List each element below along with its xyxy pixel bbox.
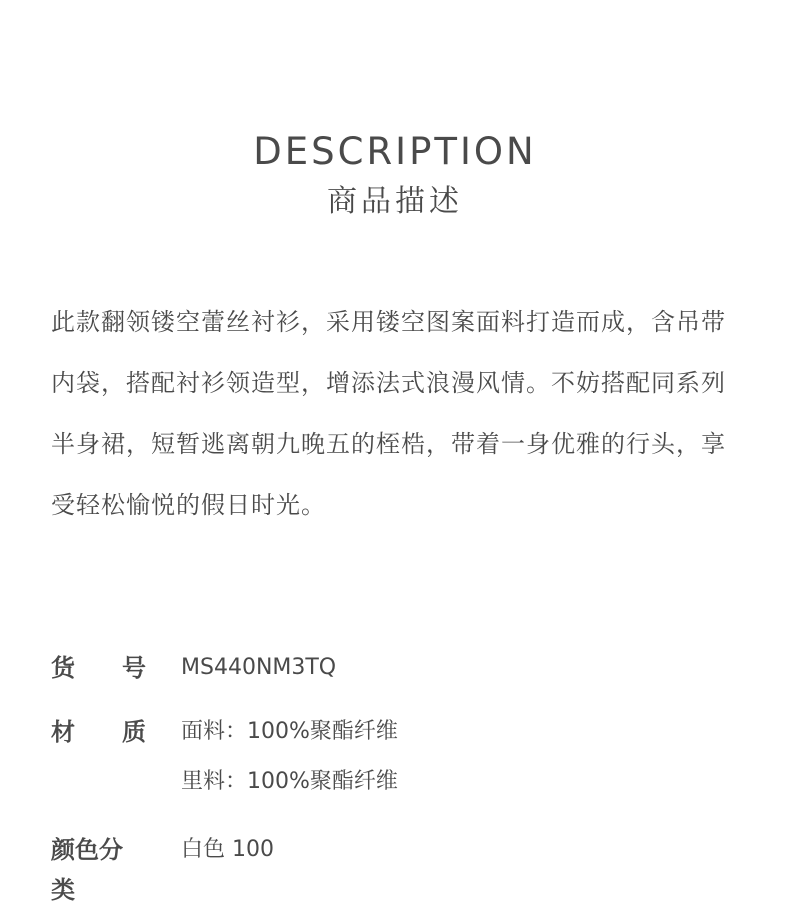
spec-value-item-no: MS440NM3TQ (181, 655, 337, 680)
spec-label-char: 材 (51, 718, 75, 746)
spec-label-material (51, 712, 146, 752)
spec-label-char: 货 (51, 654, 75, 682)
spec-row-color (51, 830, 751, 904)
spec-label-char: 号 (122, 654, 146, 682)
spec-label-item-no (51, 648, 146, 688)
spec-value-color: 白色 100 (181, 837, 274, 862)
spec-row-material (51, 712, 751, 752)
spec-row-lining (51, 762, 751, 802)
section-title-english: DESCRIPTION (253, 130, 537, 173)
spec-value-lining-fabric: 里料：100%聚酯纤维 (181, 769, 398, 794)
section-title-chinese: 商品描述 (327, 184, 463, 219)
product-description-text: 此款翻领镂空蕾丝衬衫，采用镂空图案面料打造而成，含吊带内袋，搭配衬衫领造型，增添法式浪漫风情。不妨搭配同系列半身裙，短暂逃离朝九晚五的桎梏，带着一身优雅的行头，享受轻松愉悦的假日时光。 (51, 308, 726, 519)
spec-label-char: 质 (122, 718, 146, 746)
spec-label-color: 颜色分类 (51, 836, 123, 904)
spec-row-item-no (51, 648, 751, 688)
spec-value-outer-fabric: 面料：100%聚酯纤维 (181, 719, 398, 744)
